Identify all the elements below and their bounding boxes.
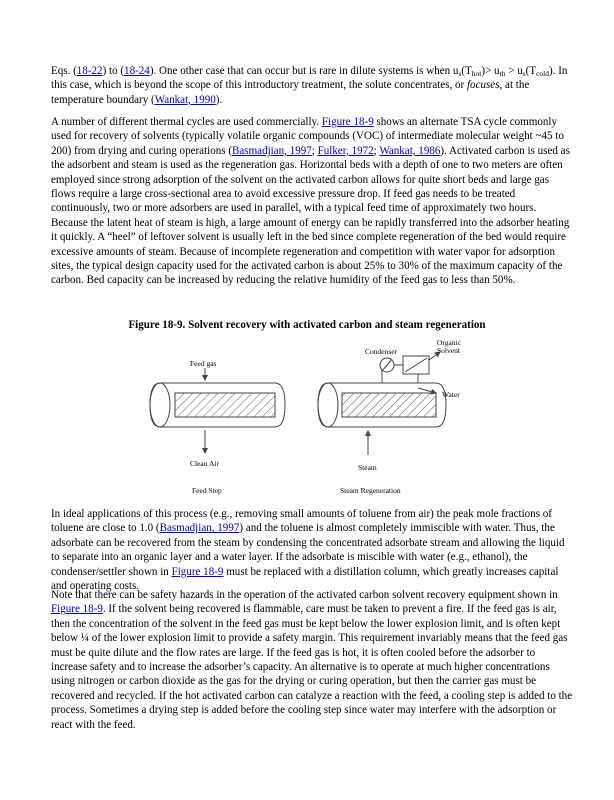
wankat-1986-link[interactable]: Wankat, 1986: [379, 144, 441, 157]
eq-18-22-link[interactable]: 18-22: [76, 65, 103, 77]
wankat-1990-link[interactable]: Wankat, 1990: [154, 93, 216, 106]
basmadjian-1997-link[interactable]: Basmadjian, 1997: [232, 144, 312, 157]
label-feed-gas: Feed gas: [190, 359, 217, 368]
regeneration-adsorber: [318, 383, 446, 427]
paragraph-1: Eqs. (18-22) to (18-24). One other case that can occur but is rare in dilute systems is when $u_s(T_{hot})> u_{th} > u_s(T_{cold})$. In this case, which is beyond the scope of this introductory treatment, the solute concentrates, or focuses, at the temperature boundary (Wankat, 1990).: [51, 65, 568, 106]
water-arrow: [418, 388, 436, 393]
label-water: Water: [442, 390, 460, 399]
figure-18-9-link-3[interactable]: Figure 18-9: [51, 603, 103, 616]
label-steam-regeneration: Steam Regeneration: [340, 486, 401, 495]
figure-caption: Figure 18-9. Solvent recovery with activated carbon and steam regeneration: [128, 319, 486, 331]
label-organic: Organic: [437, 338, 462, 347]
paragraph-4: Note that there can be safety hazards in the operation of the activated carbon solvent recovery equipment shown in Figure 18-9. If the solvent being recovered is flammable, care must be taken to prevent a fire. If the feed gas is air, then the concentration of the solvent in the feed gas must be kept below the lower explosion limit, and is often kept below ¼ of the lower explosion limit to provide a safety margin. This requirement invariably means that the feed gas must be quite dilute and the flow rates are large. If the feed gas is hot, it is often cooled before the adsorber to increase safety and to increase the adsorber’s capacity. An alternative is to operate at much higher concentrations using nitrogen or carbon dioxide as the gas for the drying or curing operation, but then the carrier gas must be recovered and recycled. If the hot activated carbon can catalyze a reaction with the feed, a cooling step is added to the process. Sometimes a drying step is added before the cooling step since water may interfere with the adsorption or react with the feed.: [51, 589, 573, 731]
figure-18-9-link[interactable]: Figure 18-9: [321, 116, 374, 128]
basmadjian-1997-link-2[interactable]: Basmadjian, 1997: [159, 522, 240, 535]
label-feed-step: Feed Step: [192, 486, 222, 495]
feed-step-adsorber: [150, 383, 285, 427]
paragraph-2: A number of different thermal cycles are used commercially. Figure 18-9 shows an alternate TSA cycle commonly used for recovery of solvents (typically volatile organic compounds (VOC) of intermediate molecular weight ~45 to 200) from drying and curing operations (Basmadjian, 1997; Fulker, 1972; Wankat, 1986). Activated carbon is used as the adsorbent and steam is used as the regeneration gas. Horizontal beds with a depth of one to two meters are often employed since strong adsorption of the solvent on the activated carbon allows for quite short beds and large gas flows require a large cross-sectional area to avoid excessive pressure drop. If feed gas needs to be treated continuously, two or more adsorbers are used in parallel, with a typical feed time of approximately two hours. Because the latent heat of steam is high, a large amount of energy can be rapidly transferred into the adsorber heating it quickly. A “heel” of leftover solvent is usually left in the bed since complete regeneration of the bed would require excessive amounts of steam. Because of incomplete regeneration and competition with water vapor for adsorption sites, the typical design capacity used for the activated carbon is about 25% to 30% of the maximum capacity of the carbon. Bed capacity can be increased by reducing the relative humidity of the feed gas to less than 50%.: [51, 116, 570, 287]
figure-18-9-link-2[interactable]: Figure 18-9: [171, 565, 224, 578]
fulker-1972-link[interactable]: Fulker, 1972: [317, 144, 374, 157]
label-steam: Steam: [358, 463, 377, 472]
eq-18-24-link[interactable]: 18-24: [124, 65, 150, 77]
paragraph-3: In ideal applications of this process (e.g., removing small amounts of toluene from air) the peak mole fractions of toluene are close to 1.0 (Basmadjian, 1997) and the toluene is almost completely immiscible with water. Thus, the adsorbate can be recovered from the steam by condensing the concentrated adsorbate stream and allowing the liquid to separate into an organic layer and a water layer. If the adsorbate is miscible with water (e.g., ethanol), the condenser/settler shown in Figure 18-9 must be replaced with a distillation column, which greatly increases capital and operating costs.: [51, 508, 565, 593]
label-condenser: Condenser: [365, 347, 398, 356]
label-solvent: Solvent: [437, 346, 460, 355]
label-clean-air: Clean Air: [190, 459, 219, 468]
